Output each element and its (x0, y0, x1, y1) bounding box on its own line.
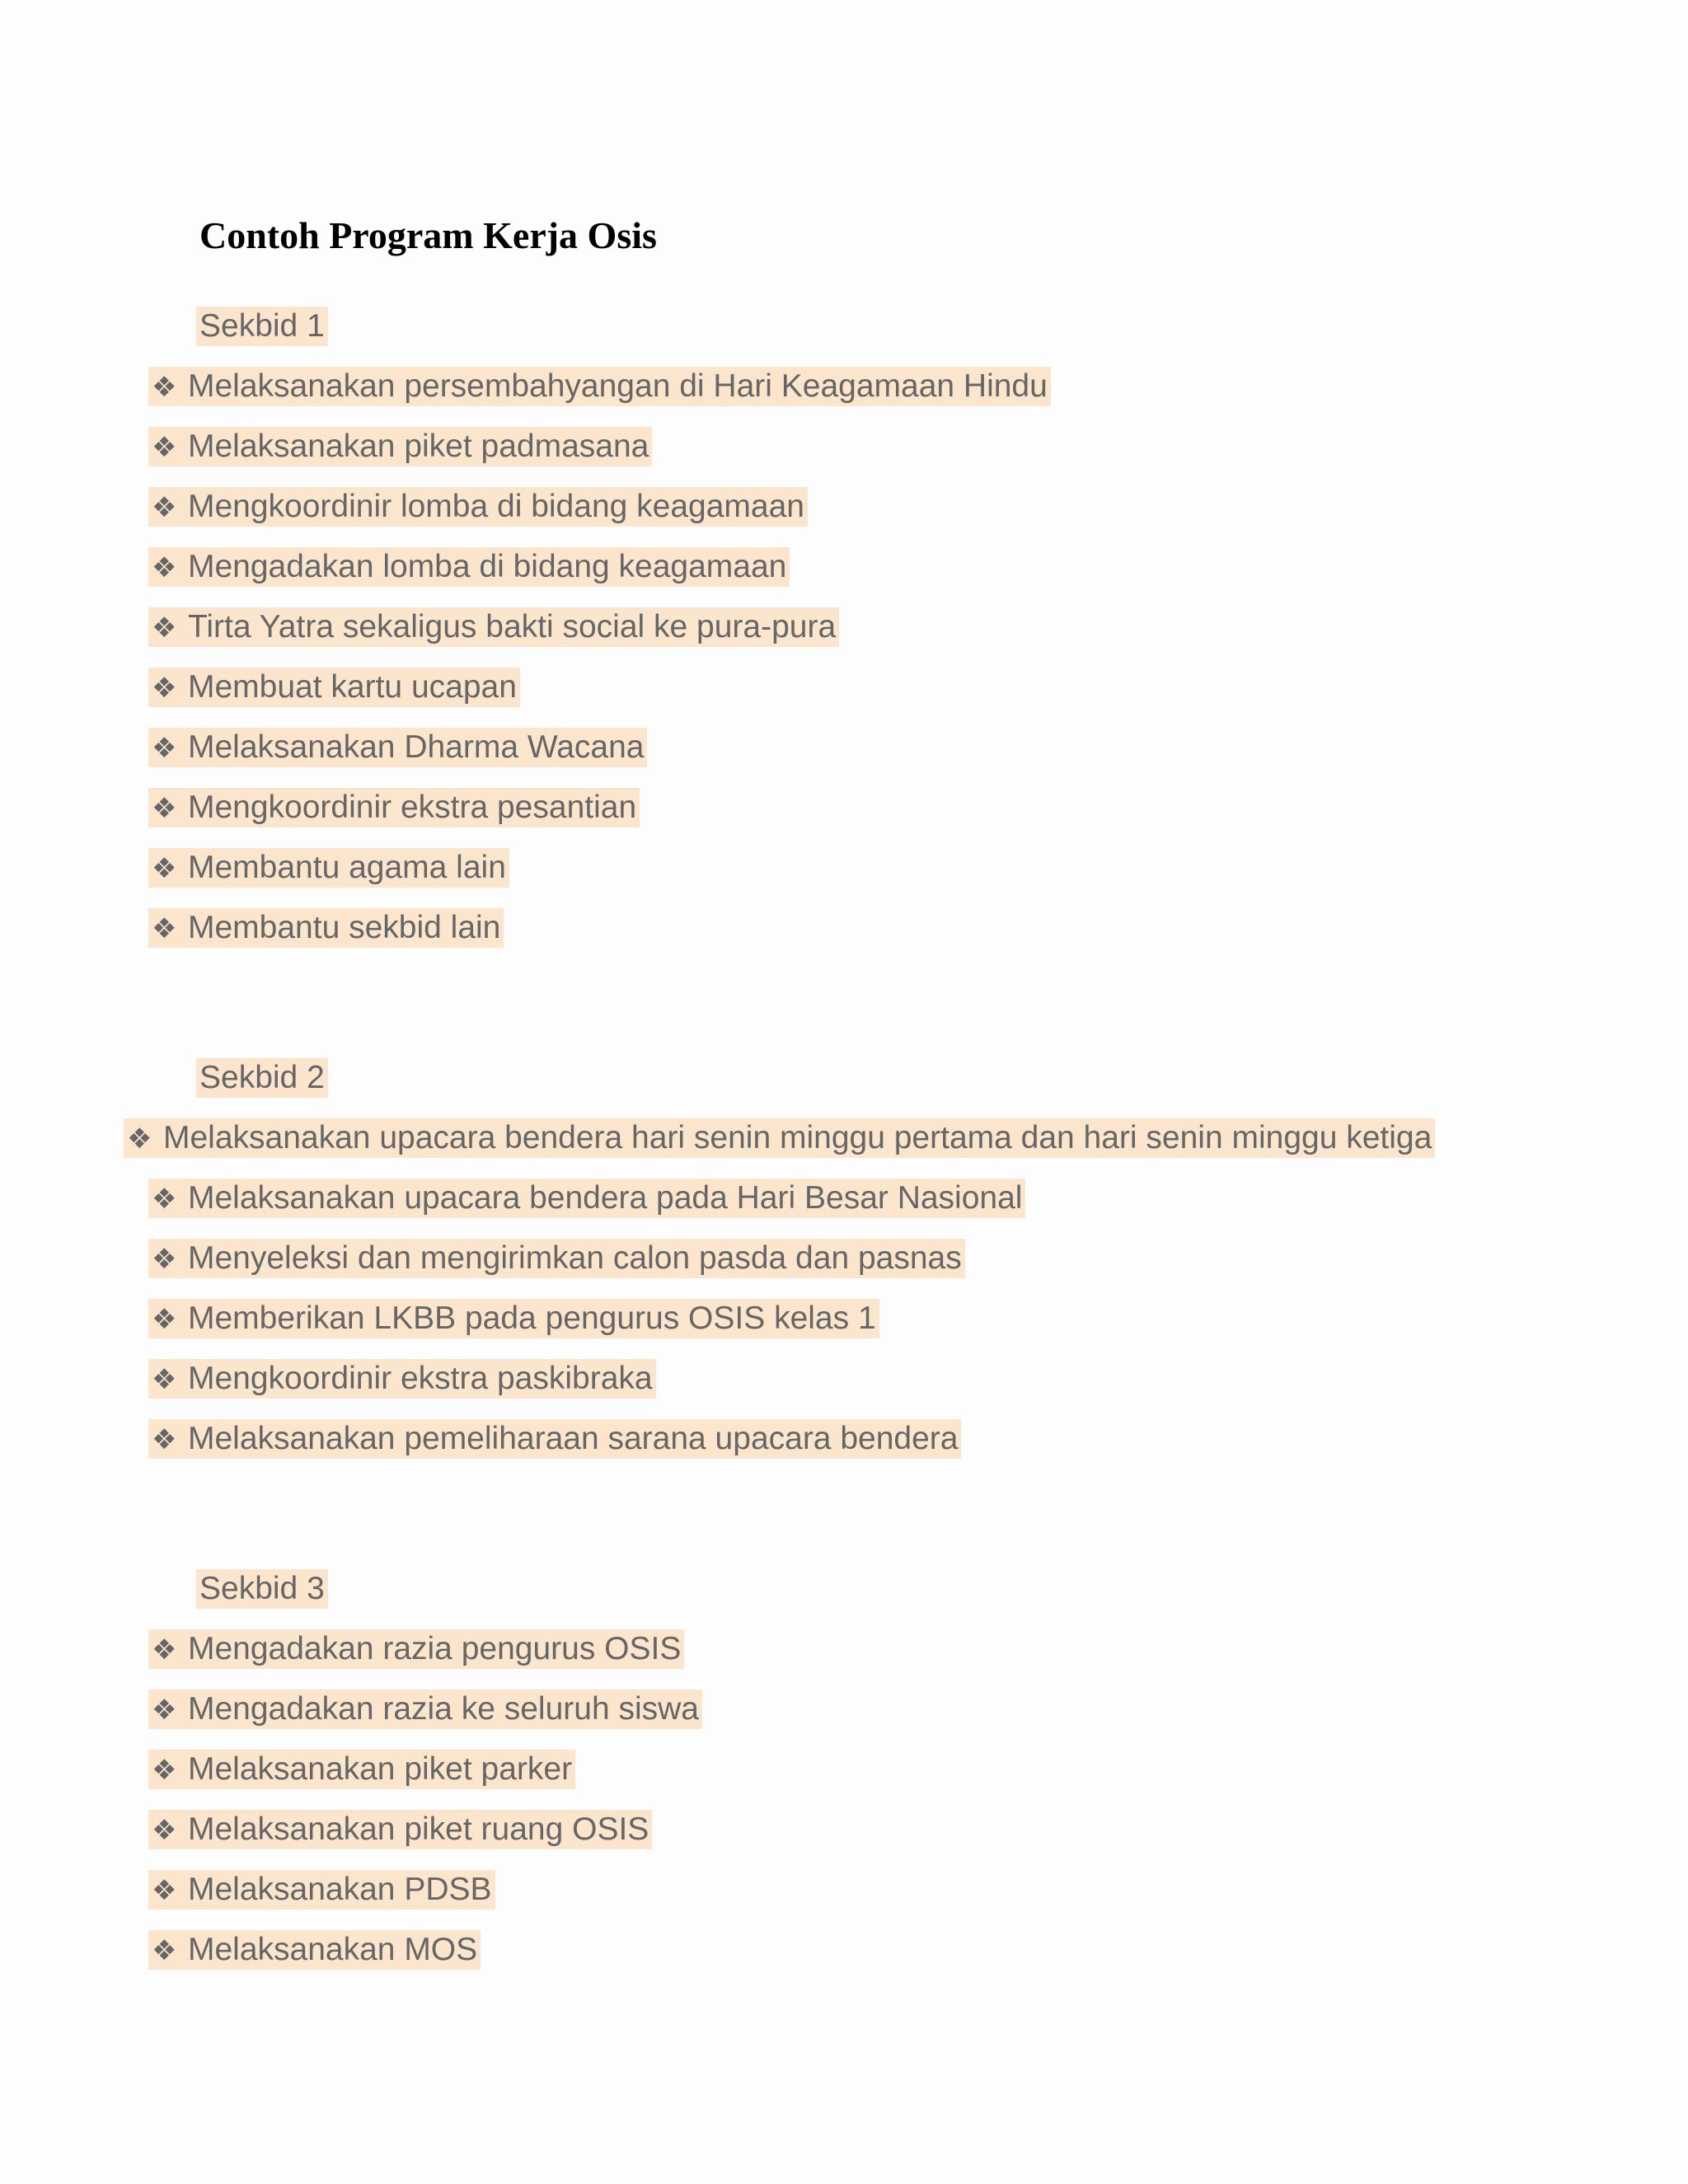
diamond-bullet-icon: ❖ (152, 432, 177, 463)
list-item-highlight (148, 1419, 961, 1459)
list-item-text: Melaksanakan persembahyangan di Hari Keagamaan Hindu (188, 368, 1048, 404)
list-item-highlight (148, 1810, 652, 1849)
list-item-highlight (148, 1299, 879, 1338)
diamond-bullet-icon: ❖ (152, 1755, 177, 1786)
section-heading-sekbid-2 (196, 1058, 328, 1098)
list-item-highlight (148, 728, 647, 767)
list-item (148, 788, 640, 827)
list-item (148, 1870, 495, 1910)
diamond-bullet-icon: ❖ (127, 1123, 152, 1155)
diamond-bullet-icon: ❖ (152, 853, 177, 884)
list-item (148, 427, 652, 466)
diamond-bullet-icon: ❖ (152, 1935, 177, 1966)
list-item-text: Melaksanakan piket ruang OSIS (188, 1811, 649, 1847)
diamond-bullet-icon: ❖ (152, 1244, 177, 1275)
diamond-bullet-icon: ❖ (152, 1424, 177, 1455)
list-item-text: Melaksanakan piket parker (188, 1751, 573, 1787)
list-item-text: Melaksanakan MOS (188, 1932, 478, 1967)
list-item-text: Membantu sekbid lain (188, 910, 501, 945)
list-item-highlight (148, 1179, 1025, 1218)
list-item (148, 1359, 656, 1399)
list-item (148, 728, 647, 767)
list-item (148, 1239, 965, 1278)
list-item-highlight (148, 1870, 495, 1910)
list-item-text: Mengkoordinir ekstra pesantian (188, 790, 637, 825)
list-item (148, 607, 839, 647)
section-heading-sekbid-3 (196, 1569, 328, 1609)
list-item-highlight (148, 607, 839, 647)
diamond-bullet-icon: ❖ (152, 913, 177, 944)
list-item-highlight (148, 1750, 575, 1789)
diamond-bullet-icon: ❖ (152, 1694, 177, 1726)
list-item-text: Mengkoordinir ekstra paskibraka (188, 1361, 653, 1396)
diamond-bullet-icon: ❖ (152, 612, 177, 644)
list-item-text: Melaksanakan pemeliharaan sarana upacara bendera (188, 1421, 959, 1456)
diamond-bullet-icon: ❖ (152, 1815, 177, 1846)
diamond-bullet-icon: ❖ (152, 552, 177, 583)
section-heading-sekbid-1 (196, 307, 328, 346)
section-heading-text: Sekbid 2 (196, 1058, 328, 1098)
list-item-highlight (148, 1359, 656, 1399)
list-item-text: Membantu agama lain (188, 850, 506, 885)
section-heading-text: Sekbid 3 (196, 1569, 328, 1609)
list-item-highlight (148, 848, 509, 888)
section-heading-text: Sekbid 1 (196, 307, 328, 346)
list-item (148, 1629, 684, 1669)
list-item-text: Melaksanakan PDSB (188, 1872, 492, 1907)
diamond-bullet-icon: ❖ (152, 372, 177, 403)
document-title: Contoh Program Kerja Osis (199, 214, 657, 256)
list-item (148, 487, 808, 527)
list-item-text: Mengadakan razia pengurus OSIS (188, 1631, 682, 1666)
list-item (148, 1930, 481, 1970)
list-item-text: Tirta Yatra sekaligus bakti social ke pura-pura (188, 609, 837, 644)
diamond-bullet-icon: ❖ (152, 1364, 177, 1395)
list-item-highlight (148, 1930, 481, 1970)
list-item-highlight (148, 367, 1051, 406)
list-item (148, 367, 1051, 406)
list-item-highlight (148, 908, 504, 948)
list-item (148, 1179, 1025, 1218)
list-item-text: Menyeleksi dan mengirimkan calon pasda dan pasnas (188, 1240, 962, 1276)
diamond-bullet-icon: ❖ (152, 733, 177, 764)
list-item-text: Melaksanakan piket padmasana (188, 429, 649, 464)
diamond-bullet-icon: ❖ (152, 673, 177, 704)
diamond-bullet-icon: ❖ (152, 1304, 177, 1335)
list-item-highlight (148, 668, 520, 707)
list-item-highlight (148, 487, 808, 527)
diamond-bullet-icon: ❖ (152, 1875, 177, 1906)
list-item-highlight (148, 1629, 684, 1669)
diamond-bullet-icon: ❖ (152, 793, 177, 824)
list-item-highlight (124, 1118, 1435, 1158)
list-item (148, 1690, 702, 1729)
list-item-highlight (148, 547, 790, 587)
diamond-bullet-icon: ❖ (152, 1183, 177, 1215)
list-item (148, 547, 790, 587)
list-item-text: Melaksanakan Dharma Wacana (188, 729, 645, 765)
list-item-highlight (148, 1690, 702, 1729)
list-item (148, 1750, 575, 1789)
list-item-text: Mengkoordinir lomba di bidang keagamaan (188, 489, 804, 524)
diamond-bullet-icon: ❖ (152, 492, 177, 523)
list-item (148, 1419, 961, 1459)
list-item-text: Mengadakan razia ke seluruh siswa (188, 1691, 700, 1727)
list-item-highlight (148, 427, 652, 466)
list-item-text: Membuat kartu ucapan (188, 669, 517, 705)
list-item-text: Melaksanakan upacara bendera pada Hari Besar Nasional (188, 1180, 1023, 1216)
list-item-text: Memberikan LKBB pada pengurus OSIS kelas 1 (188, 1301, 876, 1336)
list-item (148, 1299, 879, 1338)
list-item-text: Melaksanakan upacara bendera hari senin minggu pertama dan hari senin minggu ketiga (163, 1120, 1432, 1155)
list-item-highlight (148, 1239, 965, 1278)
list-item (148, 668, 520, 707)
list-item-text: Mengadakan lomba di bidang keagamaan (188, 549, 787, 584)
list-item (148, 848, 509, 888)
list-item-highlight (148, 788, 640, 827)
diamond-bullet-icon: ❖ (152, 1634, 177, 1666)
list-item (148, 1810, 652, 1849)
list-item (148, 908, 504, 948)
list-item (124, 1118, 1435, 1158)
